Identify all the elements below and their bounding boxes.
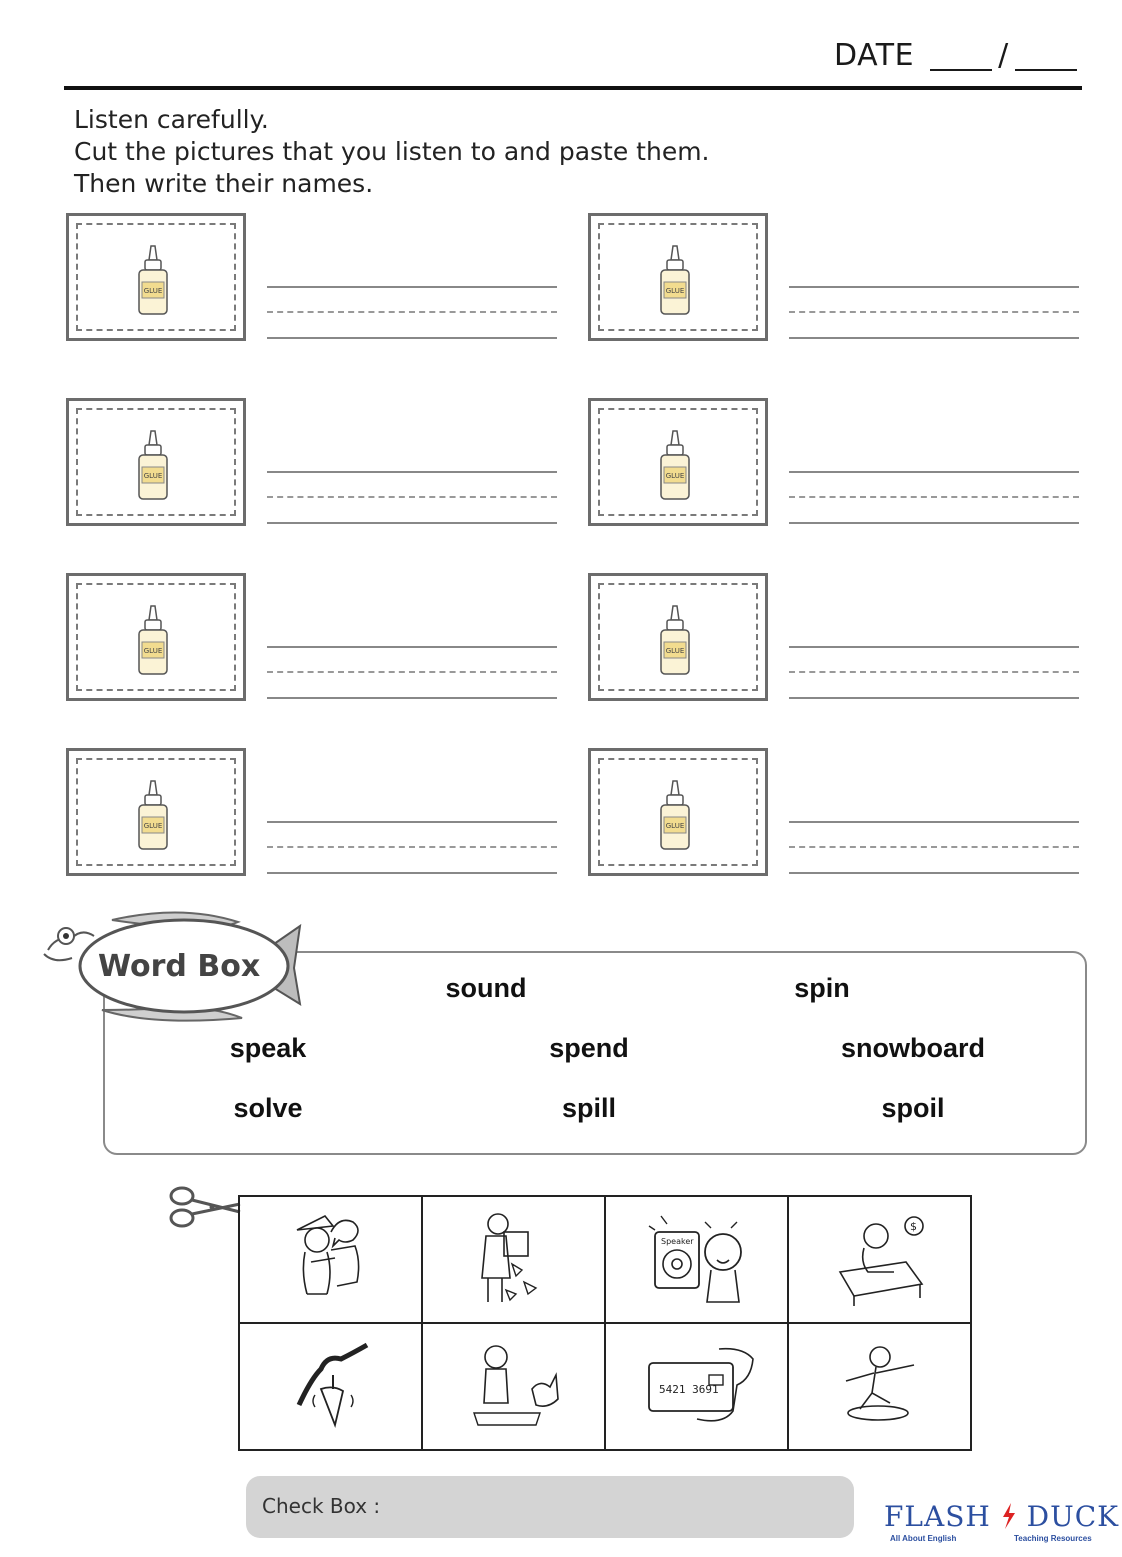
writing-line-mid xyxy=(267,671,557,673)
word-item: spin xyxy=(794,973,850,1003)
writing-line-base xyxy=(267,337,557,339)
writing-line-mid xyxy=(789,846,1079,848)
glue-bottle-icon xyxy=(133,604,173,676)
date-month-blank[interactable] xyxy=(930,43,992,71)
cutout-cell-solve[interactable] xyxy=(788,1196,971,1323)
writing-line-base xyxy=(789,872,1079,874)
instruction-line: Then write their names. xyxy=(74,169,374,198)
cutout-cell-spoil[interactable] xyxy=(422,1323,605,1450)
scissors-icon xyxy=(168,1184,242,1230)
word-item: speak xyxy=(229,1033,307,1063)
writing-line-mid xyxy=(267,496,557,498)
spill-picture-icon xyxy=(444,1202,584,1312)
writing-line-base xyxy=(267,697,557,699)
glue-label: GLUE xyxy=(665,647,685,655)
check-box[interactable] xyxy=(246,1476,854,1538)
paste-box[interactable] xyxy=(66,213,246,341)
lightning-icon xyxy=(1001,1503,1017,1529)
spend-picture-icon xyxy=(627,1329,767,1439)
writing-lines[interactable] xyxy=(267,646,557,702)
cutout-cell-spend[interactable] xyxy=(605,1323,788,1450)
cutout-row xyxy=(239,1323,971,1450)
logo-flash: FLASH xyxy=(884,1500,991,1533)
writing-line-mid xyxy=(789,496,1079,498)
word-item: spoil xyxy=(881,1093,945,1123)
writing-line-top xyxy=(267,821,557,823)
glue-label: GLUE xyxy=(665,287,685,295)
paste-box[interactable] xyxy=(66,573,246,701)
paste-box[interactable] xyxy=(66,748,246,876)
writing-line-top xyxy=(267,471,557,473)
spoil-picture-icon xyxy=(444,1329,584,1439)
cutout-cell-sound[interactable] xyxy=(605,1196,788,1323)
check-box-label: Check Box : xyxy=(262,1494,381,1518)
writing-line-mid xyxy=(267,846,557,848)
cutout-cell-speak[interactable] xyxy=(239,1196,422,1323)
glue-bottle-icon xyxy=(655,604,695,676)
date-day-blank[interactable] xyxy=(1015,43,1077,71)
cutout-cell-snowboard[interactable] xyxy=(788,1323,971,1450)
header-rule xyxy=(64,86,1082,90)
paste-box[interactable] xyxy=(588,213,768,341)
date-label: DATE xyxy=(834,38,915,73)
instruction-line: Listen carefully. xyxy=(74,105,269,134)
paste-box[interactable] xyxy=(588,748,768,876)
flashduck-logo xyxy=(884,1500,1120,1548)
writing-line-top xyxy=(789,471,1079,473)
spin-picture-icon xyxy=(261,1329,401,1439)
writing-lines[interactable] xyxy=(789,286,1079,342)
sound-picture-icon xyxy=(627,1202,767,1312)
word-item: solve xyxy=(233,1093,303,1123)
date-field xyxy=(834,38,1083,73)
writing-line-base xyxy=(267,872,557,874)
writing-lines[interactable] xyxy=(789,471,1079,527)
snowboard-picture-icon xyxy=(810,1329,950,1439)
word-item: spill xyxy=(561,1093,617,1123)
paste-box[interactable] xyxy=(588,573,768,701)
speak-picture-icon xyxy=(261,1202,401,1312)
speaker-label: Speaker xyxy=(660,1237,694,1246)
writing-lines[interactable] xyxy=(267,821,557,877)
glue-bottle-icon xyxy=(133,429,173,501)
instructions xyxy=(74,104,710,200)
glue-label: GLUE xyxy=(143,647,163,655)
cutout-pictures-table xyxy=(238,1195,972,1451)
writing-line-base xyxy=(267,522,557,524)
logo-tagline-right: Teaching Resources xyxy=(1014,1534,1092,1543)
glue-label: GLUE xyxy=(665,822,685,830)
writing-line-top xyxy=(789,646,1079,648)
logo-tagline-left: All About English xyxy=(890,1534,957,1543)
writing-line-mid xyxy=(789,311,1079,313)
word-item: sound xyxy=(445,973,527,1003)
writing-line-mid xyxy=(267,311,557,313)
writing-lines[interactable] xyxy=(789,646,1079,702)
writing-line-base xyxy=(789,697,1079,699)
paste-box[interactable] xyxy=(66,398,246,526)
writing-line-top xyxy=(789,286,1079,288)
writing-line-base xyxy=(789,337,1079,339)
word-item: snowboard xyxy=(840,1033,986,1063)
cutout-cell-spill[interactable] xyxy=(422,1196,605,1323)
writing-line-top xyxy=(267,286,557,288)
cutout-cell-spin[interactable] xyxy=(239,1323,422,1450)
word-item: spend xyxy=(549,1033,629,1063)
writing-lines[interactable] xyxy=(267,286,557,342)
glue-bottle-icon xyxy=(133,244,173,316)
paste-box[interactable] xyxy=(588,398,768,526)
coin-label: $ xyxy=(909,1220,917,1233)
word-box-title: Word Box xyxy=(98,949,261,984)
solve-picture-icon xyxy=(810,1202,950,1312)
glue-bottle-icon xyxy=(133,779,173,851)
logo-duck: DUCK xyxy=(1026,1500,1120,1533)
glue-label: GLUE xyxy=(143,822,163,830)
writing-lines[interactable] xyxy=(267,471,557,527)
glue-label: GLUE xyxy=(665,472,685,480)
instruction-line: Cut the pictures that you listen to and paste them. xyxy=(74,137,710,166)
writing-line-top xyxy=(789,821,1079,823)
card-number-label: 5421 3691 xyxy=(658,1383,719,1396)
glue-label: GLUE xyxy=(143,287,163,295)
glue-bottle-icon xyxy=(655,779,695,851)
glue-bottle-icon xyxy=(655,244,695,316)
date-separator: / xyxy=(998,38,1009,73)
writing-line-base xyxy=(789,522,1079,524)
glue-bottle-icon xyxy=(655,429,695,501)
writing-line-mid xyxy=(789,671,1079,673)
writing-lines[interactable] xyxy=(789,821,1079,877)
writing-line-top xyxy=(267,646,557,648)
glue-label: GLUE xyxy=(143,472,163,480)
cutout-row xyxy=(239,1196,971,1323)
